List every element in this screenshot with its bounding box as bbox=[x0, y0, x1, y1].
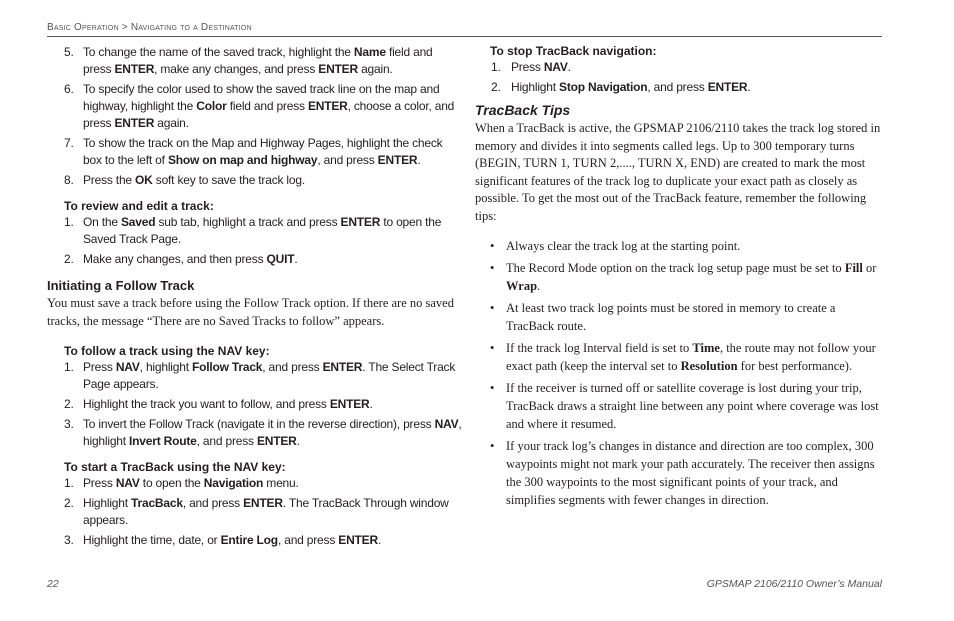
bullet-item bbox=[475, 237, 885, 255]
text-run: , highlight bbox=[83, 417, 462, 448]
bullet-item bbox=[475, 259, 885, 295]
text-run: . bbox=[537, 279, 541, 293]
text-run: If the track log Interval field is set to bbox=[506, 341, 693, 355]
text-run: If the receiver is turned off or satellite coverage is lost during your trip, TracBack draws a straight line between any point where coverage was lost and where it resumed. bbox=[506, 381, 879, 431]
review-heading: To review and edit a track: bbox=[64, 199, 214, 213]
text-run: If your track log’s changes in distance and direction are too complex, 300 waypoints might not mark your path accurately. The receiver then assigns the 300 waypoints to the most significant points of your track, and simplifies segments with fewer changes in direction. bbox=[506, 439, 875, 507]
text-run: to open the Saved Track Page. bbox=[83, 215, 442, 246]
tracback-tips-heading: TracBack Tips bbox=[475, 102, 571, 118]
text-run: Highlight the track you want to follow, and press bbox=[83, 397, 330, 411]
text-run: Highlight the time, date, or bbox=[83, 533, 221, 547]
bold-term: ENTER bbox=[243, 496, 283, 510]
bullet-item bbox=[475, 437, 885, 509]
step-number: 2. bbox=[64, 496, 74, 510]
text-run: field and press bbox=[83, 45, 433, 76]
text-run: The Record Mode option on the track log setup page must be set to bbox=[506, 261, 845, 275]
bullet-mark: • bbox=[490, 261, 495, 275]
text-run: again. bbox=[154, 116, 189, 130]
step-number: 2. bbox=[64, 397, 74, 411]
step-number: 5. bbox=[64, 45, 74, 59]
text-run: . The Select Track Page appears. bbox=[83, 360, 456, 391]
text-run: Press bbox=[83, 476, 116, 490]
bold-term: Time bbox=[692, 341, 720, 355]
bold-term: ENTER bbox=[329, 397, 370, 411]
review-steps bbox=[47, 214, 462, 268]
text-run: To show the track on the Map and Highway Pages, highlight the check box to the left of bbox=[83, 136, 443, 167]
follow-track-heading: Initiating a Follow Track bbox=[47, 278, 195, 293]
bullet-mark: • bbox=[490, 381, 495, 395]
text-run: Highlight bbox=[83, 496, 132, 510]
text-run: , and press bbox=[277, 533, 339, 547]
steps-top bbox=[47, 44, 462, 189]
step-item bbox=[47, 44, 462, 78]
step-number: 1. bbox=[64, 215, 74, 229]
text-run: to open the bbox=[139, 476, 204, 490]
bullet-item bbox=[475, 379, 885, 433]
bold-term: ENTER bbox=[318, 62, 358, 76]
bold-term: ENTER bbox=[114, 116, 155, 130]
step-item bbox=[47, 475, 462, 492]
tracback-tips-bullets bbox=[475, 237, 885, 509]
text-run: . bbox=[417, 153, 421, 167]
bold-term: NAV bbox=[434, 417, 459, 431]
stop-tracback-heading: To stop TracBack navigation: bbox=[490, 44, 657, 58]
step-item bbox=[47, 214, 462, 248]
step-number: 3. bbox=[64, 417, 74, 431]
text-run: . bbox=[294, 252, 298, 266]
step-item bbox=[475, 59, 885, 76]
text-run: , highlight bbox=[139, 360, 192, 374]
step-number: 8. bbox=[64, 173, 74, 187]
step-item bbox=[475, 79, 885, 96]
text-run: , and press bbox=[196, 434, 257, 448]
text-run: On the bbox=[83, 215, 121, 229]
text-run: menu. bbox=[263, 476, 299, 490]
step-number: 7. bbox=[64, 136, 74, 150]
text-run: , and press bbox=[647, 80, 708, 94]
bold-term: TracBack bbox=[131, 496, 183, 510]
nav-follow-heading: To follow a track using the NAV key: bbox=[64, 344, 270, 358]
bold-term: Entire Log bbox=[220, 533, 278, 547]
text-run: At least two track log points must be stored in memory to create a TracBack route. bbox=[506, 301, 836, 333]
bold-term: Fill bbox=[844, 261, 863, 275]
bold-term: OK bbox=[135, 173, 153, 187]
step-number: 1. bbox=[64, 476, 74, 490]
right-column bbox=[475, 44, 885, 509]
bold-term: QUIT bbox=[266, 252, 295, 266]
bold-term: ENTER bbox=[377, 153, 418, 167]
text-run: field and press bbox=[226, 99, 308, 113]
left-column bbox=[47, 44, 462, 552]
text-run: Make any changes, and then press bbox=[83, 252, 267, 266]
bold-term: ENTER bbox=[707, 80, 748, 94]
bold-term: Color bbox=[196, 99, 227, 113]
bullet-mark: • bbox=[490, 341, 495, 355]
text-run: To change the name of the saved track, highlight the bbox=[83, 45, 354, 59]
step-item bbox=[47, 135, 462, 169]
text-run: Press bbox=[83, 360, 116, 374]
breadcrumb-header: Basic Operation > Navigating to a Destination bbox=[47, 22, 252, 33]
step-number: 2. bbox=[64, 252, 74, 266]
text-run: . bbox=[369, 397, 373, 411]
step-number: 6. bbox=[64, 82, 74, 96]
text-run: , and press bbox=[262, 360, 323, 374]
bullet-mark: • bbox=[490, 301, 495, 315]
text-run: , choose a color, and press bbox=[83, 99, 455, 130]
step-number: 1. bbox=[491, 60, 501, 74]
manual-title: GPSMAP 2106/2110 Owner’s Manual bbox=[706, 578, 882, 590]
text-run: . bbox=[747, 80, 751, 94]
text-run: Press bbox=[511, 60, 544, 74]
bold-term: ENTER bbox=[322, 360, 363, 374]
step-item bbox=[47, 396, 462, 413]
bold-term: Wrap bbox=[506, 279, 538, 293]
tracback-start-steps bbox=[47, 475, 462, 549]
step-item bbox=[47, 81, 462, 132]
step-number: 1. bbox=[64, 360, 74, 374]
text-run: . bbox=[567, 60, 571, 74]
bold-term: NAV bbox=[115, 476, 140, 490]
text-run: , make any changes, and press bbox=[154, 62, 319, 76]
bullet-mark: • bbox=[490, 439, 495, 453]
step-number: 3. bbox=[64, 533, 74, 547]
bold-term: ENTER bbox=[307, 99, 348, 113]
tracback-start-heading: To start a TracBack using the NAV key: bbox=[64, 460, 286, 474]
text-run: , and press bbox=[182, 496, 244, 510]
step-item bbox=[47, 495, 462, 529]
bullet-item bbox=[475, 299, 885, 335]
text-run: Press the bbox=[83, 173, 136, 187]
text-run: . bbox=[377, 533, 382, 547]
text-run: , the route may not follow your exact path (keep the interval set to bbox=[506, 341, 876, 373]
nav-follow-steps bbox=[47, 359, 462, 450]
bullet-item bbox=[475, 339, 885, 375]
step-item bbox=[47, 416, 462, 450]
text-run: soft key to save the track log. bbox=[152, 173, 305, 187]
bold-term: ENTER bbox=[256, 434, 297, 448]
bold-term: Follow Track bbox=[191, 360, 263, 374]
step-item bbox=[47, 251, 462, 268]
bold-term: Saved bbox=[120, 215, 156, 229]
bold-term: Show on map and highway bbox=[167, 153, 318, 167]
bold-term: Name bbox=[353, 45, 386, 59]
header-rule bbox=[47, 36, 882, 37]
text-run: . bbox=[296, 434, 300, 448]
bold-term: Resolution bbox=[680, 359, 738, 373]
text-run: Always clear the track log at the starting point. bbox=[506, 239, 741, 253]
bold-term: Invert Route bbox=[129, 434, 197, 448]
bold-term: Stop Navigation bbox=[559, 80, 648, 94]
text-run: or bbox=[862, 261, 877, 275]
bold-term: ENTER bbox=[114, 62, 155, 76]
bold-term: ENTER bbox=[338, 533, 378, 547]
bold-term: ENTER bbox=[340, 215, 381, 229]
step-item bbox=[47, 359, 462, 393]
text-run: To specify the color used to show the saved track line on the map and highway, highlight the bbox=[83, 82, 440, 113]
tracback-tips-paragraph: When a TracBack is active, the GPSMAP 2106/2110 takes the track log stored in memory and divides it into segments called legs. Up to 300 temporary turns (BEGIN, TURN 1, TURN 2,...., TURN X, END) are created to mark the most significant features of the track log to duplicate your exact path as closely as possible. To get the most out of the TracBack feature, remember the following tips: bbox=[475, 121, 881, 223]
follow-track-paragraph: You must save a track before using the Follow Track option. If there are no saved tracks, the message “There are no Saved Tracks to follow” appears. bbox=[47, 296, 454, 328]
bullet-mark: • bbox=[490, 239, 495, 253]
step-item bbox=[47, 532, 462, 549]
bold-term: NAV bbox=[543, 60, 568, 74]
text-run: To invert the Follow Track (navigate it in the reverse direction), press bbox=[83, 417, 435, 431]
bold-term: Navigation bbox=[203, 476, 264, 490]
step-item bbox=[47, 172, 462, 189]
text-run: . The TracBack Through window appears. bbox=[83, 496, 449, 527]
text-run: for best performance). bbox=[737, 359, 853, 373]
page-number: 22 bbox=[47, 578, 59, 590]
text-run: Highlight bbox=[511, 80, 560, 94]
text-run: again. bbox=[357, 62, 393, 76]
text-run: , and press bbox=[317, 153, 378, 167]
bold-term: NAV bbox=[115, 360, 140, 374]
stop-tracback-steps bbox=[475, 59, 885, 96]
step-number: 2. bbox=[491, 80, 501, 94]
text-run: sub tab, highlight a track and press bbox=[155, 215, 341, 229]
